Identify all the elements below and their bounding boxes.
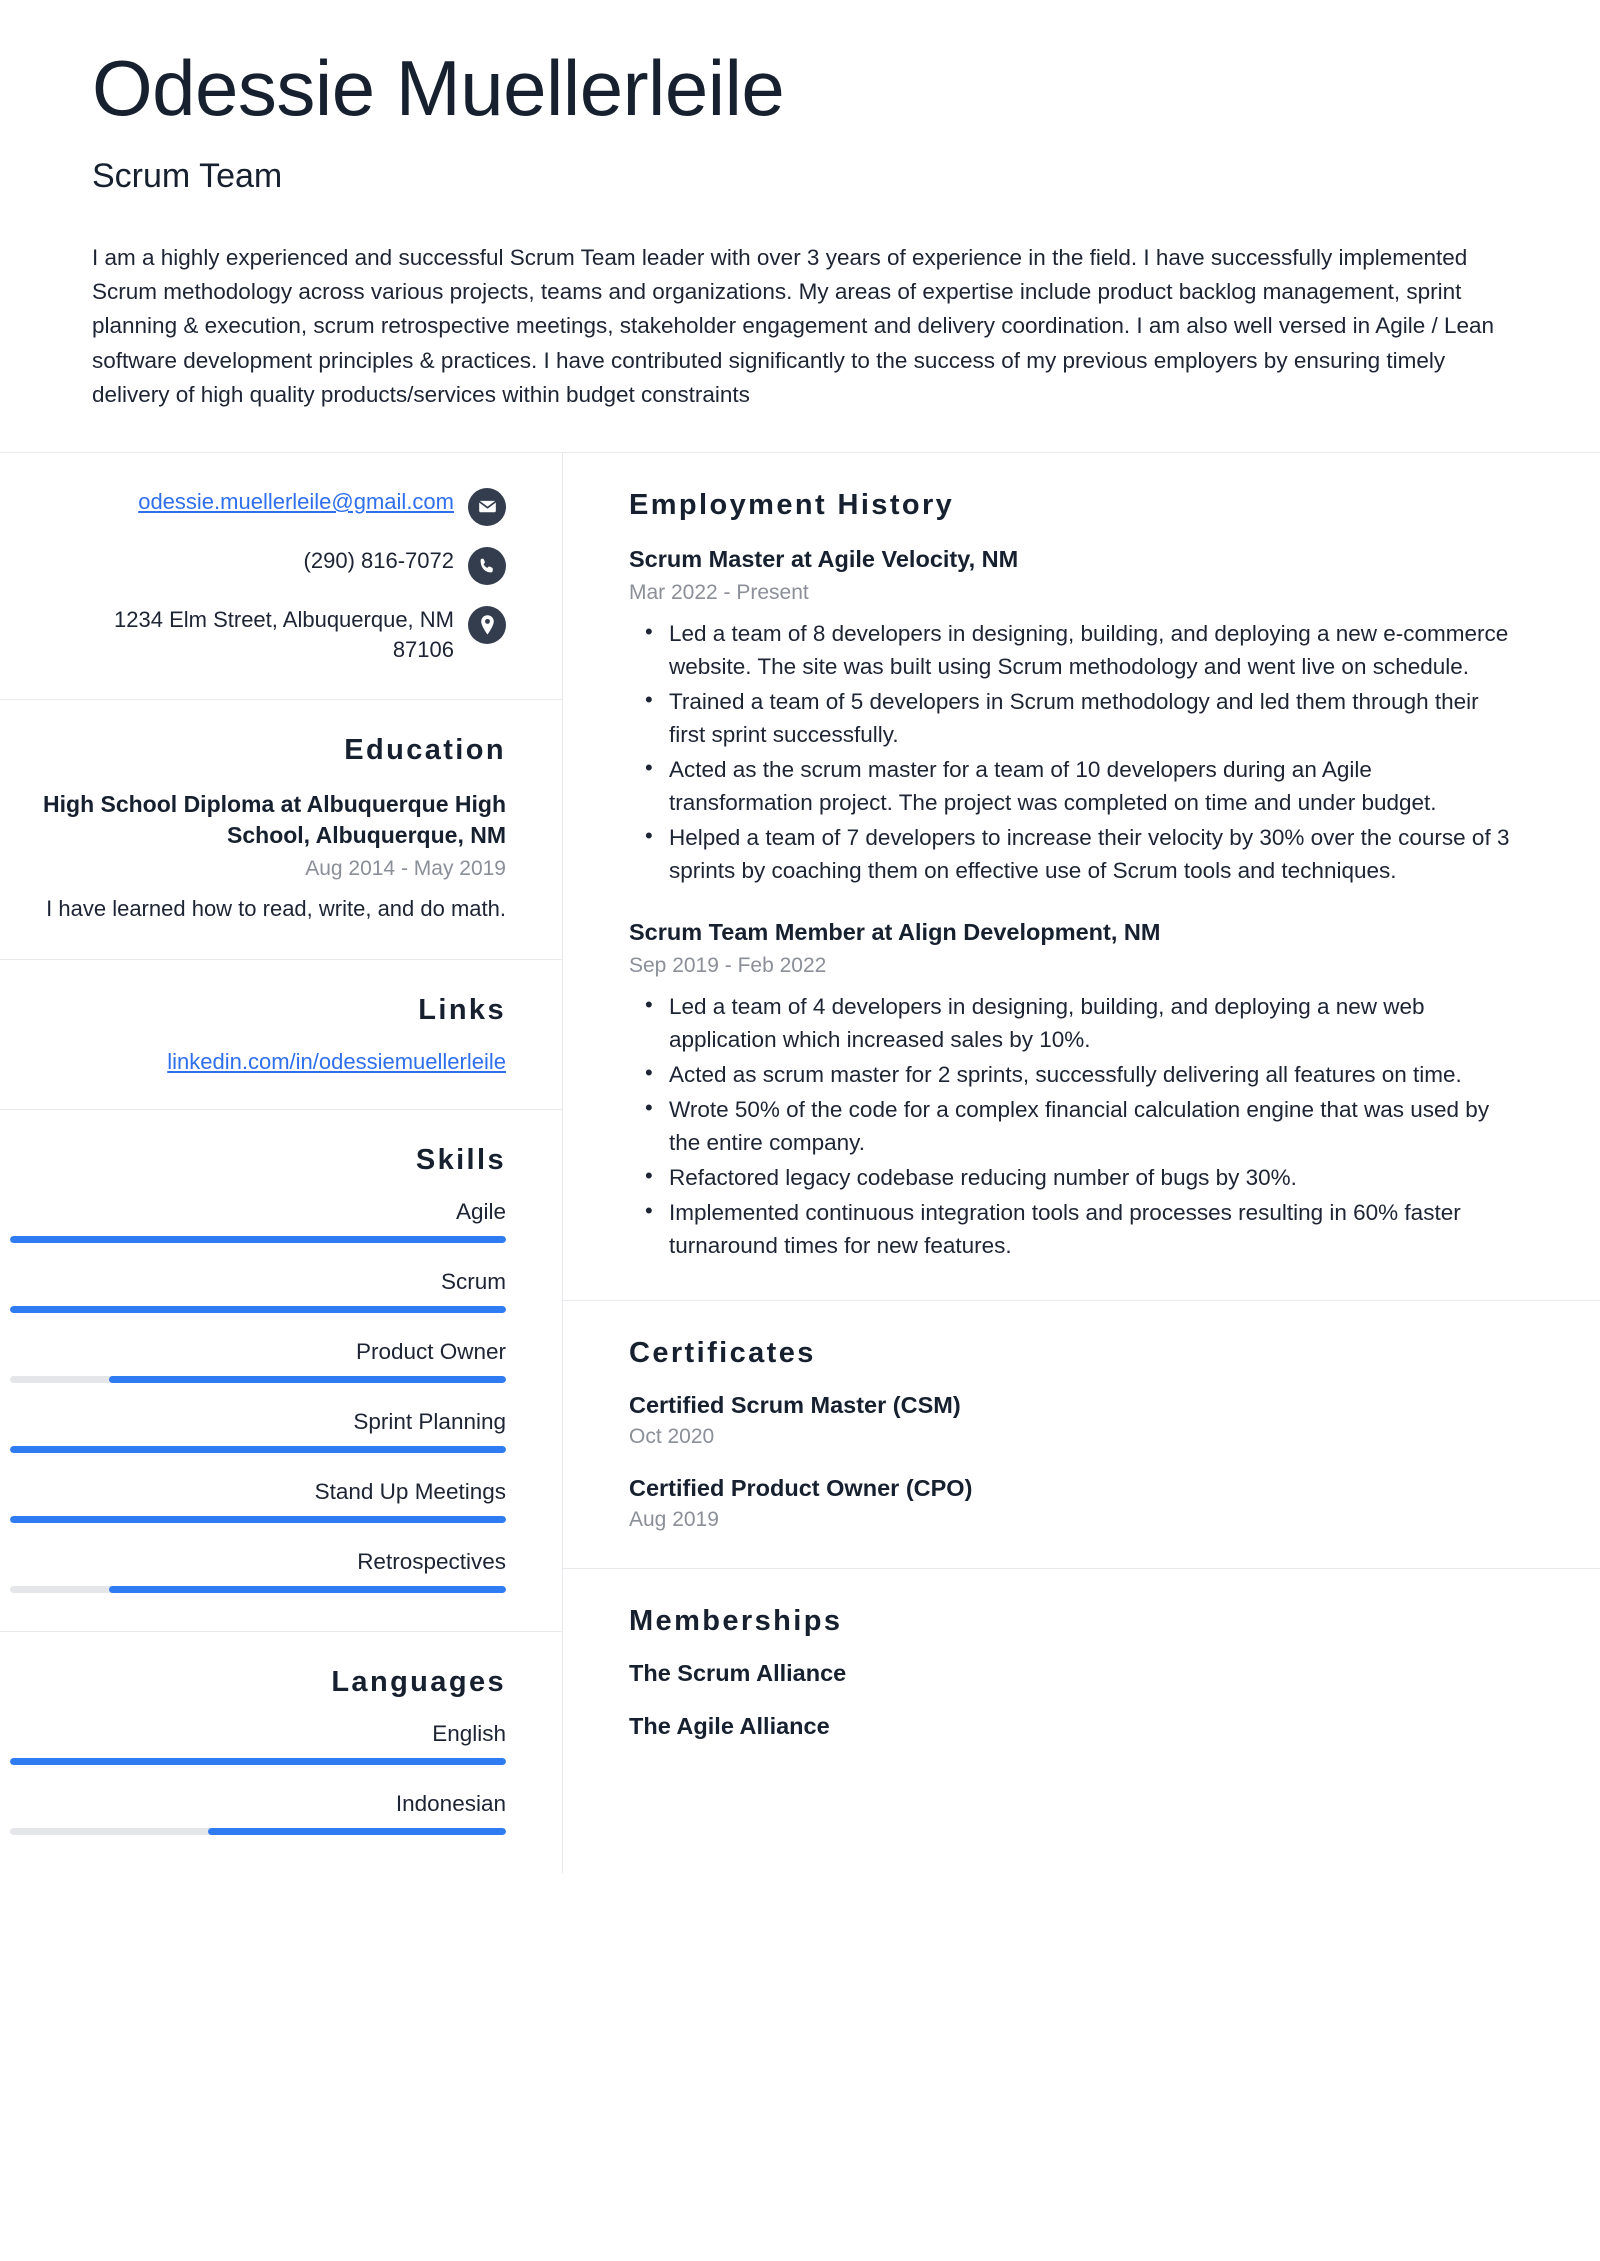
language-label: English: [432, 1721, 506, 1747]
skill-label: Product Owner: [355, 1339, 506, 1365]
skill-level-track: [10, 1236, 506, 1243]
employment-date: Sep 2019 - Feb 2022: [629, 953, 827, 977]
language-level-track: [10, 1828, 506, 1835]
contact-row-email[interactable]: [10, 487, 506, 526]
employment-bullet: • Helped a team of 7 developers to increase their velocity by 30% over the course of 3 sprints by coaching them on effective use of Scrum tools and techniques.: [667, 821, 1520, 887]
skill-level-track: [10, 1306, 506, 1313]
education-entry: [10, 789, 506, 925]
education-description: I have learned how to read, write, and do math.: [46, 896, 506, 922]
memberships-heading: Memberships: [629, 1605, 843, 1638]
contact-row-phone[interactable]: [10, 546, 506, 585]
skill-level-fill: [10, 1516, 506, 1523]
education-block: [0, 700, 562, 960]
skill-item: [10, 1549, 506, 1593]
employment-bullet-list: [629, 990, 1520, 1263]
employment-bullet: • Implemented continuous integration tools and processes resulting in 60% faster turnaround times for new features.: [667, 1196, 1520, 1262]
employment-bullet: • Led a team of 4 developers in designing, building, and deploying a new web application which increased sales by 10%.: [667, 990, 1520, 1056]
certificate-date: Aug 2019: [629, 1508, 719, 1532]
membership-item: The Scrum Alliance: [629, 1660, 847, 1687]
membership-item: The Agile Alliance: [629, 1713, 830, 1740]
employment-entry: [629, 544, 1520, 887]
languages-block: [0, 1632, 562, 1873]
employment-bullet: • Acted as scrum master for 2 sprints, successfully delivering all features on time.: [667, 1058, 1520, 1091]
skill-item: [10, 1269, 506, 1313]
skill-label: Retrospectives: [357, 1549, 506, 1575]
skill-item: [10, 1199, 506, 1243]
employment-bullet: • Refactored legacy codebase reducing number of bugs by 30%.: [667, 1161, 1520, 1194]
skill-item: [10, 1339, 506, 1383]
skill-level-fill: [109, 1376, 506, 1383]
language-item: [10, 1791, 506, 1835]
language-level-fill: [10, 1758, 506, 1765]
language-level-track: [10, 1758, 506, 1765]
main-column: [563, 453, 1600, 1776]
memberships-block: [563, 1569, 1600, 1776]
employment-history-block: [563, 453, 1600, 1301]
links-heading: Links: [418, 994, 506, 1027]
skills-heading: Skills: [415, 1144, 506, 1177]
skill-level-fill: [10, 1446, 506, 1453]
skill-label: Agile: [455, 1199, 506, 1225]
education-degree: High School Diploma at Albuquerque High School, Albuquerque, NM: [43, 790, 506, 848]
link-item-linkedin[interactable]: linkedin.com/in/odessiemuellerleile: [167, 1049, 506, 1075]
resume-header: [0, 0, 1600, 452]
certificate-name: Certified Product Owner (CPO): [629, 1475, 973, 1502]
certificate-entry: [629, 1475, 1520, 1532]
education-heading: Education: [344, 733, 506, 766]
sidebar-column: [0, 453, 563, 1873]
links-block: [0, 960, 562, 1110]
skill-level-track: [10, 1586, 506, 1593]
certificates-heading: Certificates: [629, 1337, 816, 1370]
envelope-icon: [468, 488, 506, 526]
skill-label: Scrum: [440, 1269, 506, 1295]
contact-row-address[interactable]: [10, 605, 506, 665]
page-title: Odessie Muellerleile: [92, 44, 785, 132]
skill-level-track: [10, 1516, 506, 1523]
skill-label: Stand Up Meetings: [314, 1479, 506, 1505]
certificates-block: [563, 1301, 1600, 1569]
employment-bullet: • Led a team of 8 developers in designing, building, and deploying a new e-commerce website. The site was built using Scrum methodology and went live on schedule.: [667, 617, 1520, 683]
employment-bullet: • Wrote 50% of the code for a complex financial calculation engine that was used by the entire company.: [667, 1093, 1520, 1159]
skill-level-fill: [10, 1236, 506, 1243]
postal-address[interactable]: 1234 Elm Street, Albuquerque, NM 87106: [114, 606, 454, 662]
education-date: Aug 2014 - May 2019: [305, 857, 506, 881]
certificate-date: Oct 2020: [629, 1425, 715, 1449]
contact-details-block: [0, 453, 562, 700]
language-level-fill: [208, 1828, 506, 1835]
skill-level-fill: [10, 1306, 506, 1313]
phone-number[interactable]: (290) 816-7072: [303, 547, 454, 573]
language-item: [10, 1721, 506, 1765]
languages-heading: Languages: [331, 1666, 506, 1699]
employment-bullet-list: [629, 617, 1520, 888]
email-address[interactable]: odessie.muellerleile@gmail.com: [138, 488, 454, 514]
employment-role: Scrum Team Member at Align Development, NM: [629, 919, 1161, 946]
employment-role: Scrum Master at Agile Velocity, NM: [629, 545, 1019, 572]
map-pin-icon: [468, 606, 506, 644]
employment-history-heading: Employment History: [629, 488, 955, 521]
certificate-entry: [629, 1392, 1520, 1449]
employment-entry: [629, 917, 1520, 1262]
resume-body: [0, 452, 1600, 1873]
language-label: Indonesian: [395, 1791, 506, 1817]
skill-item: [10, 1409, 506, 1453]
skill-level-track: [10, 1446, 506, 1453]
employment-bullet: • Acted as the scrum master for a team of 10 developers during an Agile transformation project. The project was completed on time and under budget.: [667, 753, 1520, 819]
skill-level-track: [10, 1376, 506, 1383]
job-title: Scrum Team: [92, 157, 283, 196]
skill-level-fill: [109, 1586, 506, 1593]
professional-summary: I am a highly experienced and successful Scrum Team leader with over 3 years of experience in the field. I have successfully implemented Scrum methodology across various projects, teams and organizations. My areas of expertise include product backlog management, sprint planning & execution, scrum retrospective meetings, stakeholder engagement and delivery coordination. I am also well versed in Agile / Lean software development principles & practices. I have contributed significantly to the success of my previous employers by ensuring timely delivery of high quality products/services within budget constraints: [92, 245, 1495, 407]
skill-item: [10, 1479, 506, 1523]
skills-block: [0, 1110, 562, 1632]
employment-date: Mar 2022 - Present: [629, 580, 809, 604]
employment-bullet: • Trained a team of 5 developers in Scrum methodology and led them through their first sprint successfully.: [667, 685, 1520, 751]
certificate-name: Certified Scrum Master (CSM): [629, 1392, 961, 1419]
skill-label: Sprint Planning: [353, 1409, 506, 1435]
phone-icon: [468, 547, 506, 585]
